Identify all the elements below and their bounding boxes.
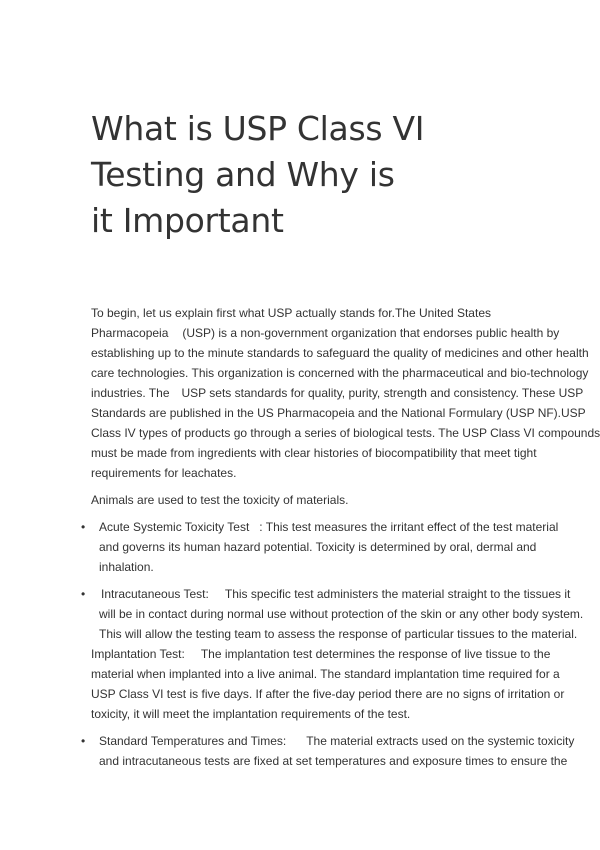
animals-paragraph: Animals are used to test the toxicity of materials. <box>91 493 349 507</box>
bullet-icon: • <box>81 734 86 748</box>
paragraph-line: Standards are published in the US Pharmacopeia and the National Formulary (USP NF).USP <box>91 406 586 420</box>
paragraph-line: Class IV types of products go through a series of biological tests. The USP Class VI compounds <box>91 426 600 440</box>
bullet-icon: • <box>81 520 86 534</box>
bullet-icon: • <box>81 587 86 601</box>
paragraph-line: Pharmacopeia (USP) is a non-government organization that endorses public health by <box>91 326 560 340</box>
title-line-2: Testing and Why is <box>91 155 395 194</box>
usp-name-link[interactable]: The United States <box>394 306 491 320</box>
standard-test-term: Standard Temperatures and Times: <box>99 734 287 748</box>
paragraph-line: must be made from ingredients with clear histories of biocompatibility that meet tight <box>91 446 537 460</box>
paragraph-line: industries. The USP sets standards for quality, purity, strength and consistency. These USP <box>91 386 584 400</box>
intracutaneous-test-term: Intracutaneous Test: <box>101 587 209 601</box>
list-item-intracutaneous: • Intracutaneous Test: This specific test administers the material straight to the tissues it will be in contact during normal use without protection of the skin or any other body system. This will allow the testing team to assess the response of particular tissues to the material. <box>91 584 546 644</box>
paragraph-line: requirements for leachates. <box>91 466 237 480</box>
paragraph-line: To begin, let us explain first what USP actually stands for.The United States <box>91 306 491 320</box>
paragraph-line: care technologies. This organization is concerned with the pharmaceutical and bio-technology <box>91 366 589 380</box>
title-line-1: What is USP Class VI <box>91 109 425 148</box>
paragraph-line: establishing up to the minute standards to safeguard the quality of medicines and other health <box>91 346 589 360</box>
list-item-standard-temperatures: • Standard Temperatures and Times: The material extracts used on the systemic toxicity and intracutaneous tests are fixed at set temperatures and exposure times to ensure the <box>91 731 546 771</box>
list-item-acute-toxicity: • Acute Systemic Toxicity Test : This test measures the irritant effect of the test material and governs its human hazard potential. Toxicity is determined by oral, dermal and inhalation. <box>91 517 546 577</box>
title-line-3: it Important <box>91 201 284 240</box>
intro-paragraph <box>91 303 600 483</box>
page-title <box>91 106 491 244</box>
article-body <box>81 303 600 771</box>
implantation-test-term: Implantation Test: <box>91 647 185 661</box>
acute-test-term: Acute Systemic Toxicity Test <box>99 520 250 534</box>
implantation-paragraph: Implantation Test: The implantation test determines the response of live tissue to the material when implanted into a live animal. The standard implantation time required for a USP Class VI test is five days. If after the five-day period there are no signs of irritation or toxicity, it will meet the implantation requirements of the test. <box>91 647 565 721</box>
